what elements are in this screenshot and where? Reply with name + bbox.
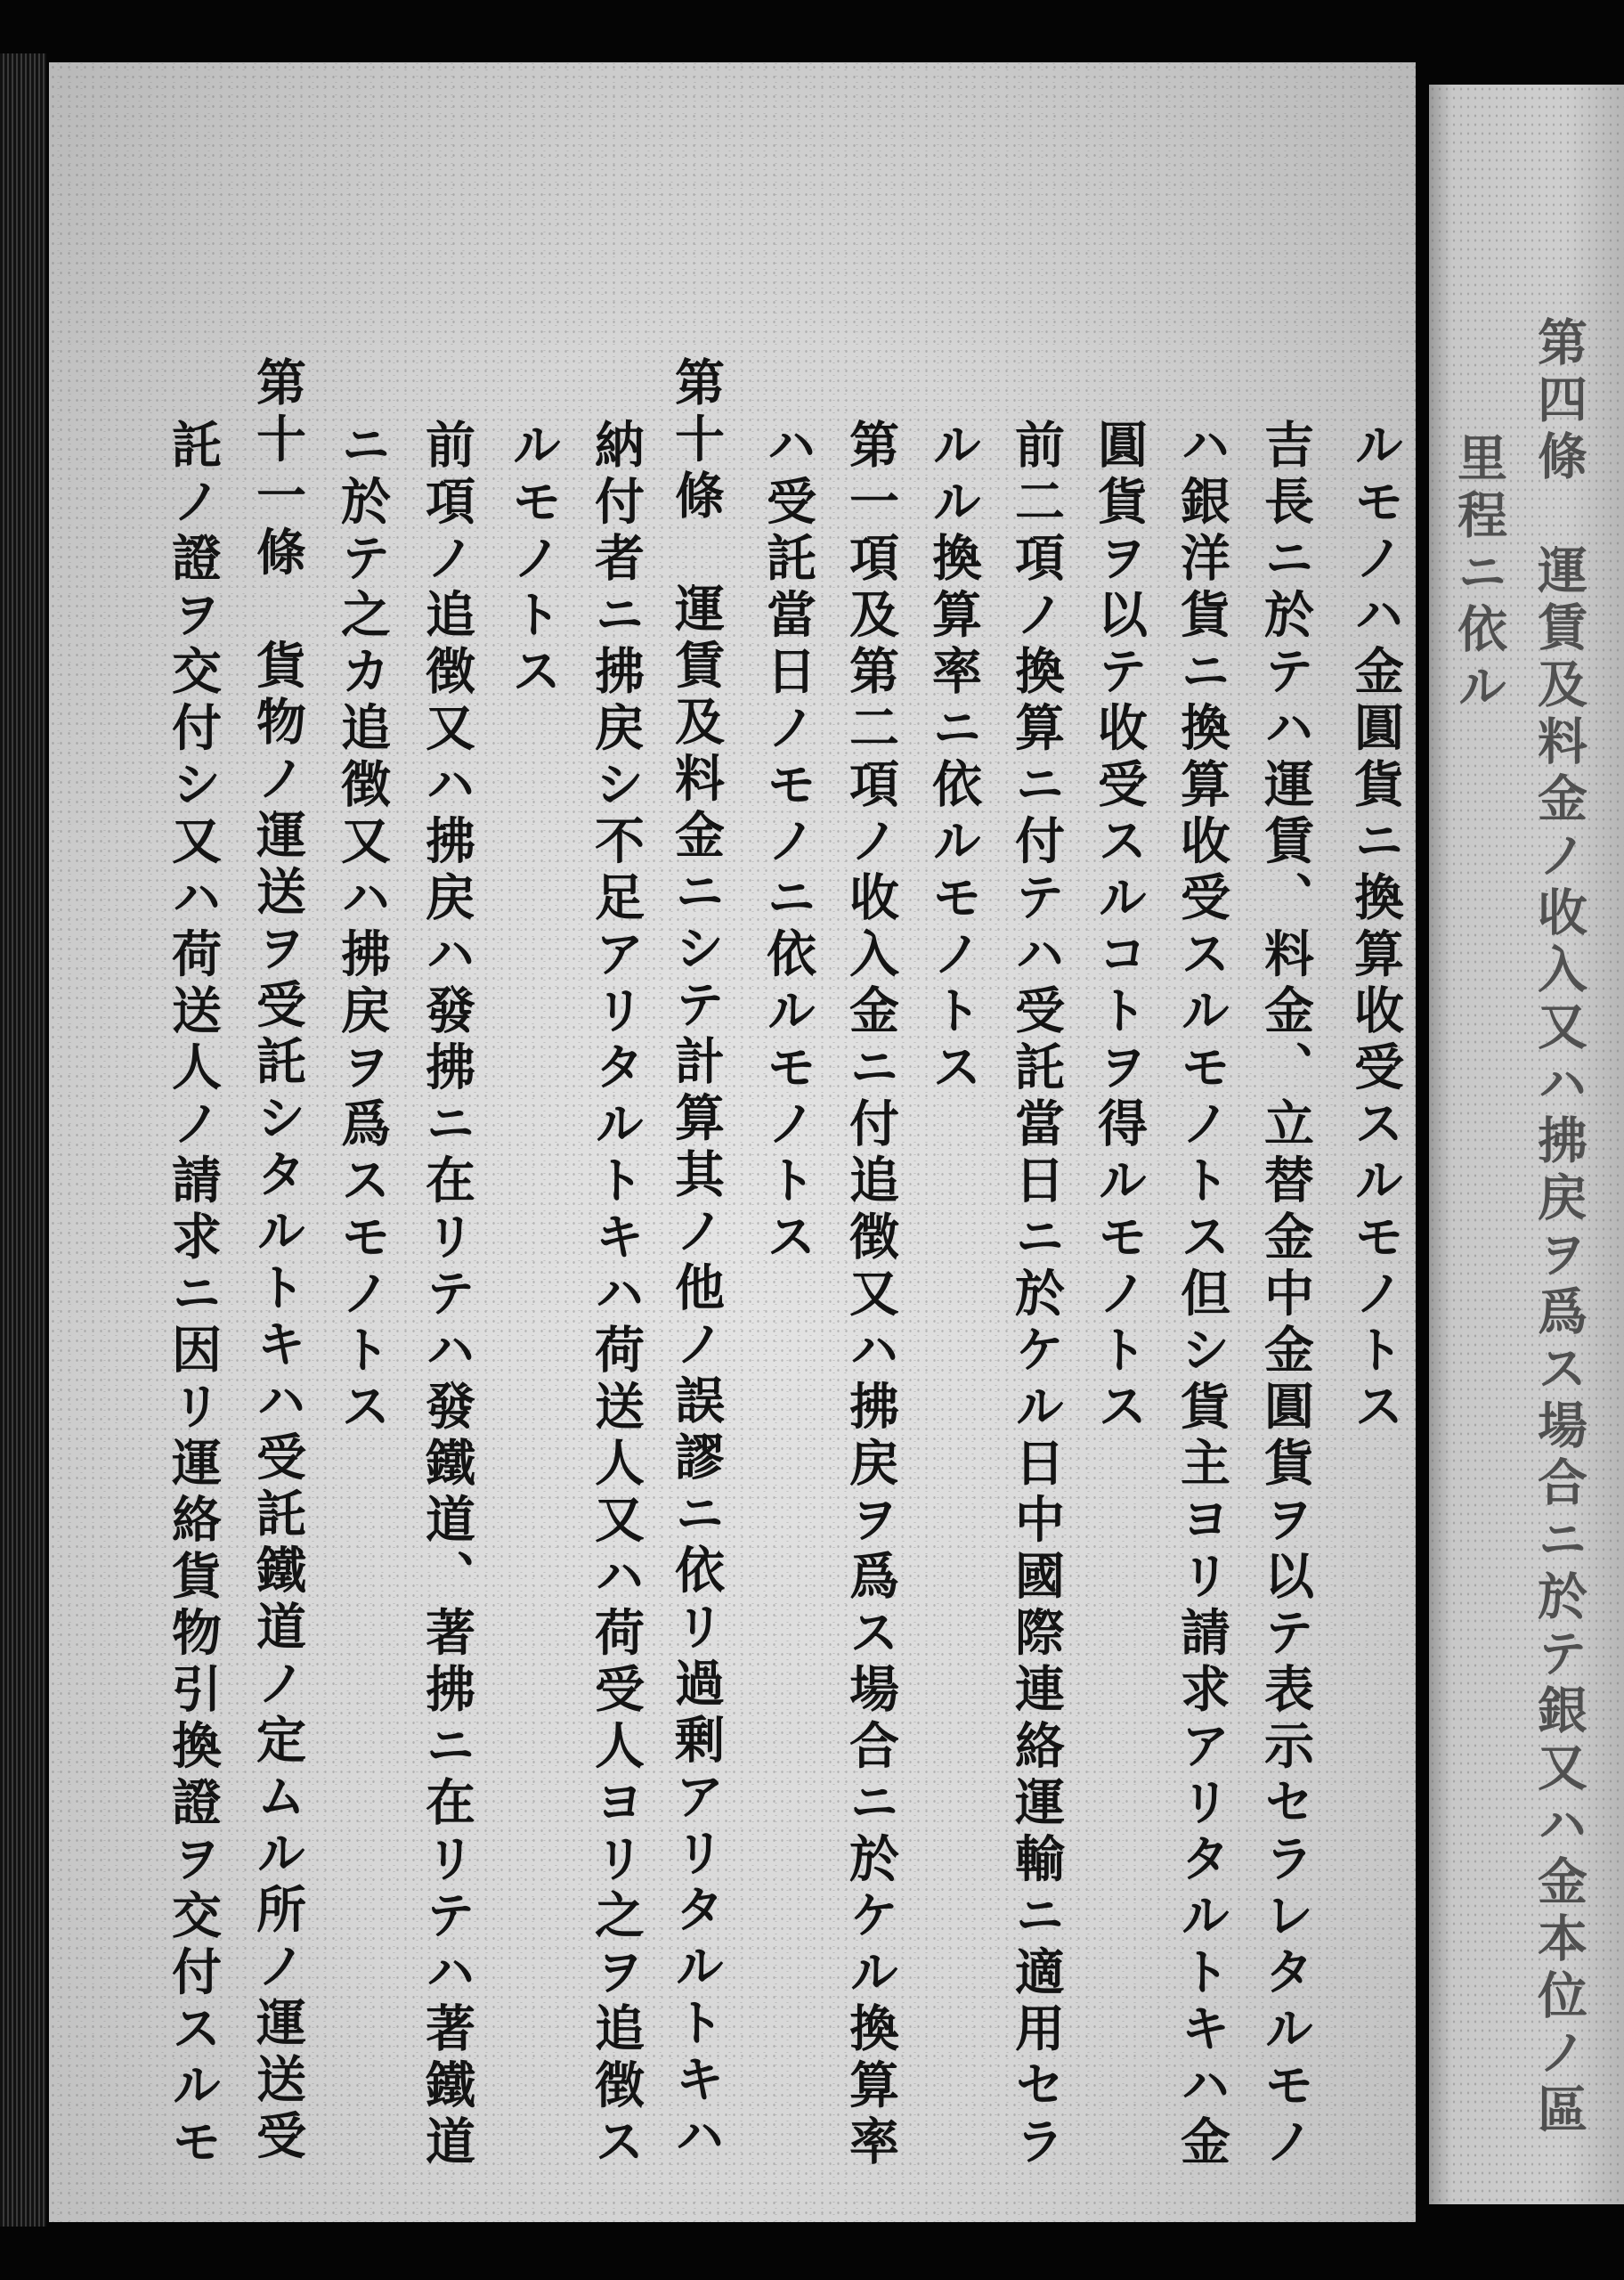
text-column-15: 託ノ證ヲ交付シ又ハ荷送人ノ請求ニ因リ運絡貨物引換證ヲ交付スルモ <box>164 419 223 2172</box>
document-page <box>49 62 1416 2222</box>
text-column-3: ハ銀洋貨ニ換算收受スルモノトス但シ貨主ヨリ請求アリタルトキハ金 <box>1173 419 1231 2172</box>
text-column-4: 圓貨ヲ以テ收受スルコトヲ得ルモノトス <box>1090 419 1149 1437</box>
text-column-6: ルル換算率ニ依ルモノトス <box>924 419 983 1097</box>
book-edge <box>0 53 46 2227</box>
next-page-column-1: 第四條 運賃及料金ノ收入又ハ拂戻ヲ爲ス場合ニ於テ銀又ハ金本位ノ區 <box>1530 316 1588 2140</box>
text-column-5: 前二項ノ換算ニ付テハ受託當日ニ於ケル日中國際連絡運輸ニ適用セラ <box>1007 419 1066 2172</box>
text-column-13: ニ於テ之カ追徴又ハ拂戻ヲ爲スモノトス <box>333 419 392 1437</box>
text-column-10: 納付者ニ拂戻シ不足アリタルトキハ荷送人又ハ荷受人ヨリ之ヲ追徴ス <box>587 419 646 2172</box>
text-column-12: 前項ノ追徴又ハ拂戻ハ發拂ニ在リテハ發鐵道、著拂ニ在リテハ著鐵道 <box>418 419 476 2172</box>
text-column-7: 第一項及第二項ノ收入金ニ付追徴又ハ拂戻ヲ爲ス場合ニ於ケル換算率 <box>841 419 900 2172</box>
article-10-heading: 第十條 運賃及料金ニシテ計算其ノ他ノ誤謬ニ依リ過剰アリタルトキハ <box>667 356 726 2166</box>
text-column-2: 吉長ニ於テハ運賃、料金、立替金中金圓貨ヲ以テ表示セラレタルモノ <box>1256 419 1315 2172</box>
article-11-heading: 第十一條 貨物ノ運送ヲ受託シタルトキハ受託鐵道ノ定ムル所ノ運送受 <box>248 356 307 2166</box>
next-page-column-2: 里程ニ依ル <box>1449 432 1508 717</box>
adjacent-page-fragment <box>1429 85 1624 2204</box>
text-column-1: ルモノハ金圓貨ニ換算收受スルモノトス <box>1346 419 1405 1437</box>
text-column-8: ハ受託當日ノモノニ依ルモノトス <box>759 419 817 1267</box>
text-column-11: ルモノトス <box>504 419 563 702</box>
